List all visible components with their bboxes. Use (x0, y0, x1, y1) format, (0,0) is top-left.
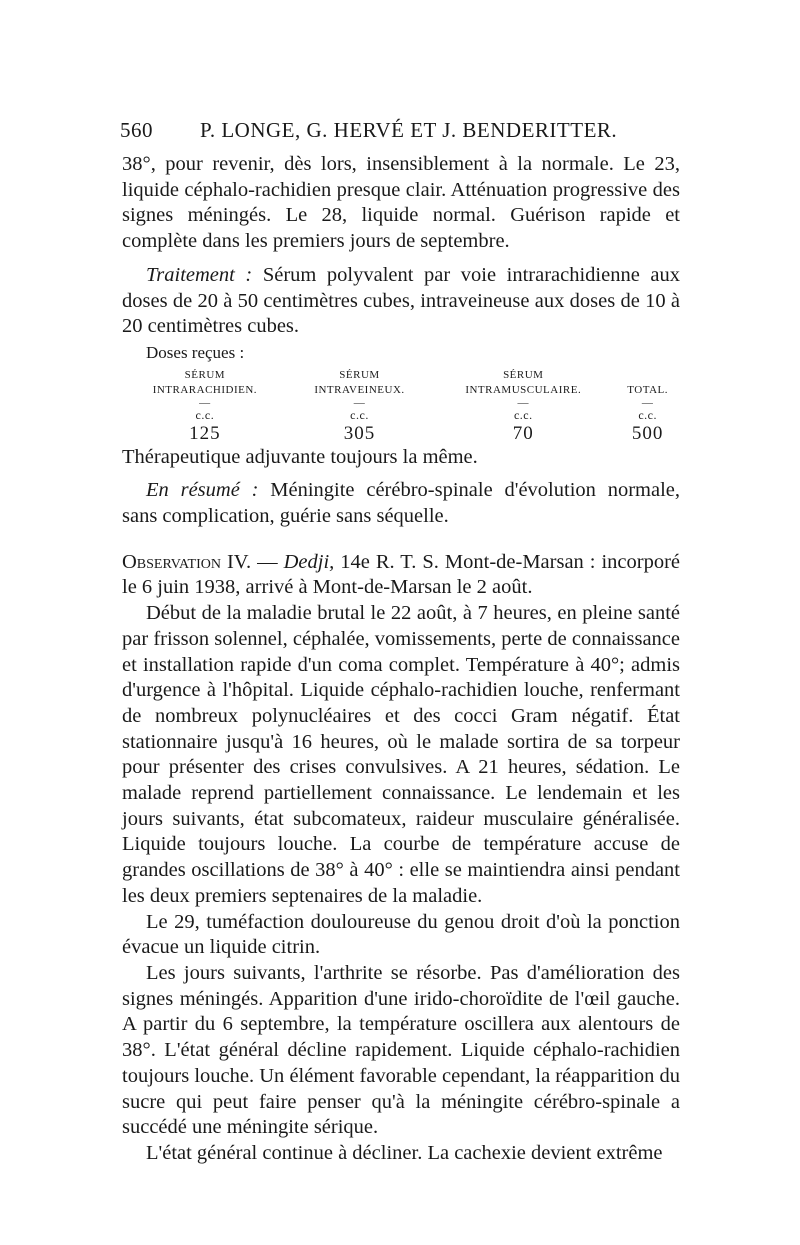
page-header (120, 118, 680, 148)
paragraph-resume (122, 478, 680, 529)
dose-table-header-row-1 (122, 368, 680, 383)
patient-name: Dedji, (283, 550, 335, 573)
paragraph-1: 38°, pour revenir, dès lors, insensiblement à la normale. Le 23, liquide céphalo-rachidien presque clair. Atténuation progressive des signes méningés. Le 28, liquide normal. Guérison rapide et complète dans les premiers jours de septembre. (122, 153, 680, 253)
doses-label: Doses reçues : (146, 342, 245, 362)
col3-value: 70 (512, 422, 534, 444)
page-number: 560 (120, 118, 153, 142)
col1-value: 125 (189, 422, 221, 444)
paragraph-therapeutique: Thérapeutique adjuvante toujours la même. (122, 445, 478, 468)
col1-unit: c.c. (195, 407, 215, 422)
dose-table-dash-row (122, 398, 680, 408)
observation-text: 14e R. T. S. Mont-de-Marsan : incorporé le 6 juin 1938, arrivé à Mont-de-Marsan le 2 août. (122, 550, 681, 599)
col3-dash: — (517, 396, 530, 409)
col2-dash: — (353, 396, 366, 409)
traitement-text: Sérum polyvalent par voie intrarachidienne aux doses de 20 à 50 centimètres cubes, intraveineuse aux doses de 10 à 20 centimètres cubes. (122, 263, 680, 338)
paragraph-le-29: Le 29, tuméfaction douloureuse du genou droit d'où la ponction évacue un liquide citrin. (122, 910, 680, 959)
observation-label: Observation IV. (122, 550, 252, 573)
traitement-lead: Traitement : (146, 263, 253, 286)
dose-table-value-row (122, 423, 680, 445)
col3-unit: c.c. (513, 407, 533, 422)
col4-unit: c.c. (638, 407, 657, 422)
resume-lead: En résumé : (146, 479, 259, 502)
col2-unit: c.c. (350, 407, 369, 422)
col2-line1: SÉRUM (339, 368, 380, 381)
dose-table (122, 368, 680, 445)
page-body (122, 152, 680, 1167)
col1-dash: — (199, 396, 211, 409)
paragraph-jours-suivants: Les jours suivants, l'arthrite se résorbe. Pas d'amélioration des signes méningés. Apparition d'une irido-choroïdite de l'œil gauche. A partir du 6 septembre, la température oscillera aux alentours de 38°. L'état général décline rapidement. Liquide céphalo-rachidien toujours louche. Un élément favorable cependant, la réapparition du sucre qui peut faire penser qu'à la méningite cérébro-spinale a succédé une méningite sérique. (122, 961, 680, 1139)
resume-text: Méningite cérébro-spinale d'évolution normale, sans complication, guérie sans séquelle. (122, 479, 680, 528)
col4-dash: — (641, 396, 654, 409)
paragraph-etat-general: L'état général continue à décliner. La cachexie devient extrême (146, 1141, 663, 1164)
col4-value: 500 (631, 422, 664, 444)
col4-line1 (615, 368, 680, 383)
col3-line2: INTRAMUSCULAIRE. (465, 383, 582, 396)
col2-value: 305 (343, 422, 376, 444)
col1-line2: INTRARACHIDIEN. (152, 383, 258, 396)
col4-line2: TOTAL. (627, 383, 668, 396)
col2-line2: INTRAVEINEUX. (314, 383, 405, 396)
col3-line1: SÉRUM (503, 368, 544, 381)
dose-table-unit-row (122, 408, 680, 423)
dose-table-header-row-2 (122, 383, 680, 398)
paragraph-observation (122, 550, 680, 601)
paragraph-traitement (122, 263, 680, 340)
running-title: P. LONGE, G. HERVÉ ET J. BENDERITTER. (200, 118, 618, 142)
paragraph-debut: Début de la maladie brutal le 22 août, à 7 heures, en pleine santé par frisson solennel, céphalée, vomissements, perte de connaissance et installation rapide d'un coma complet. Température à 40°; admis d'urgence à l'hôpital. Liquide céphalo-rachidien louche, renfermant de nombreux polynucléaires et des cocci Gram négatif. État stationnaire jusqu'à 16 heures, où le malade sortira de sa torpeur pour présenter des crises convulsives. A 21 heures, sédation. Le malade reprend partiellement connaissance. Le lendemain et les jours suivants, état subcomateux, raideur musculaire généralisée. Liquide toujours louche. La courbe de température accuse de grandes oscillations de 38° à 40° : elle se maintiendra ainsi pendant les deux premiers septenaires de la maladie. (122, 602, 680, 907)
col1-line1: SÉRUM (184, 368, 226, 381)
observation-sep: — (251, 550, 284, 573)
